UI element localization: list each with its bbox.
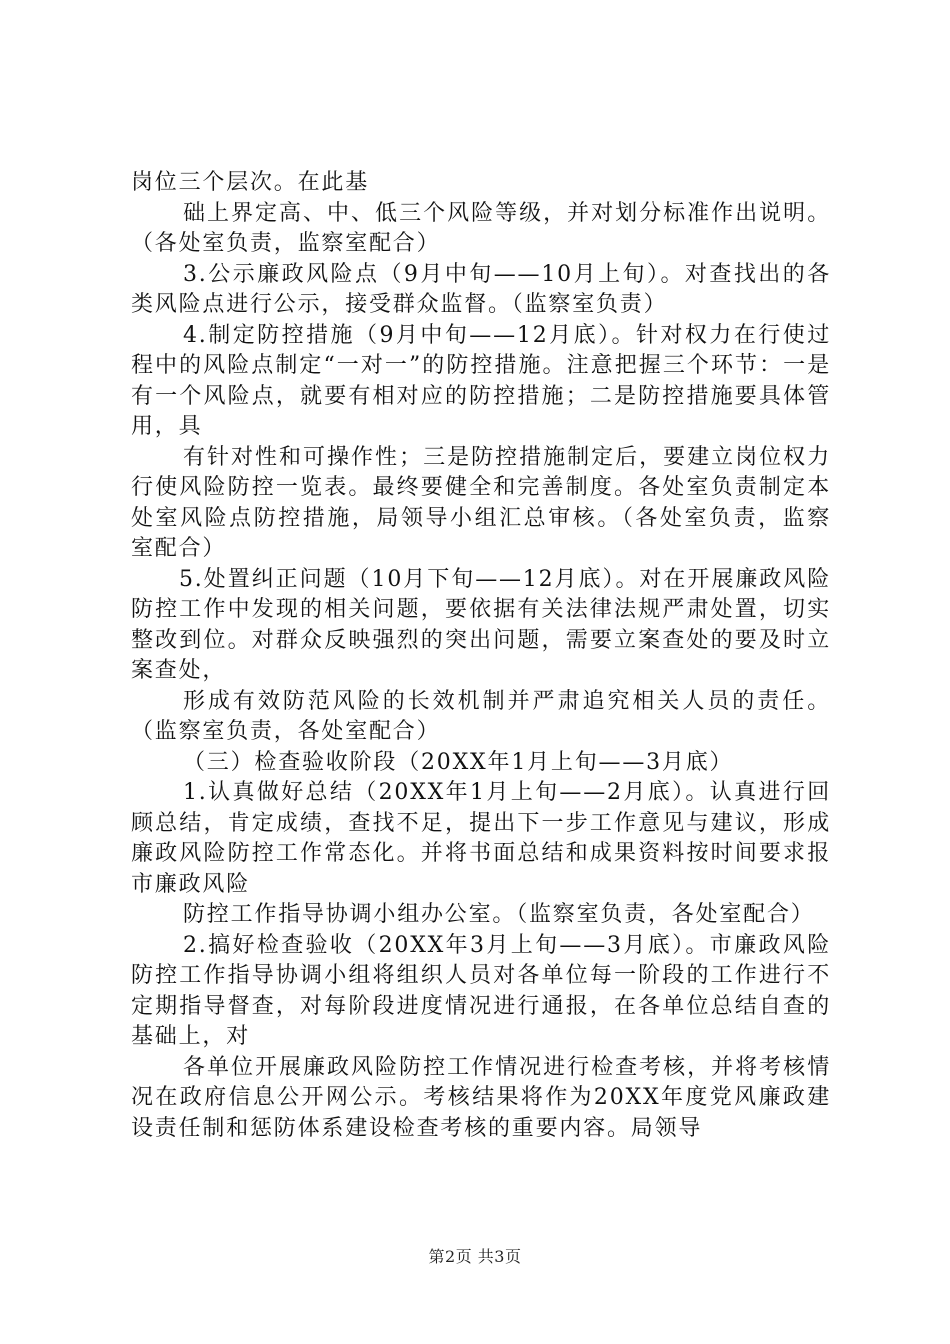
paragraph-6: 5.处置纠正问题（10月下旬——12月底）。对在开展廉政风险防控工作中发现的相关问题，要依据有关法律法规严肃处置，切实整改到位。对群众反映强烈的突出问题，需要立案查处的要及时立案查处， bbox=[131, 566, 831, 683]
paragraph-2: 础上界定高、中、低三个风险等级，并对划分标准作出说明。（各处室负责，监察室配合） bbox=[131, 200, 831, 256]
document-body bbox=[131, 168, 831, 1144]
page-footer: 第2页 共3页 bbox=[428, 1247, 522, 1266]
paragraph-7: 形成有效防范风险的长效机制并严肃追究相关人员的责任。（监察室负责，各处室配合） bbox=[131, 688, 831, 744]
paragraph-9: 防控工作指导协调小组办公室。（监察室负责，各处室配合） bbox=[183, 902, 815, 927]
paragraph-10: 2.搞好检查验收（20XX年3月上旬——3月底）。市廉政风险防控工作指导协调小组将组织人员对各单位每一阶段的工作进行不定期指导督查，对每阶段进度情况进行通报，在各单位总结自查的基础上，对 bbox=[131, 932, 831, 1049]
paragraph-1: 岗位三个层次。在此基 bbox=[131, 170, 370, 195]
paragraph-4: 4.制定防控措施（9月中旬——12月底）。针对权力在行使过程中的风险点制定“一对一”的防控措施。注意把握三个环节：一是有一个风险点，就要有相对应的防控措施；二是防控措施要具体管用，具 bbox=[131, 322, 831, 439]
paragraph-3: 3.公示廉政风险点（9月中旬——10月上旬）。对查找出的各类风险点进行公示，接受群众监督。（监察室负责） bbox=[131, 261, 831, 317]
paragraph-11: 各单位开展廉政风险防控工作情况进行检查考核，并将考核情况在政府信息公开网公示。考核结果将作为20XX年度党风廉政建设责任制和惩防体系建设检查考核的重要内容。局领导 bbox=[131, 1054, 831, 1141]
section-heading-3: （三）检查验收阶段（20XX年1月上旬——3月底） bbox=[183, 749, 734, 775]
paragraph-5: 有针对性和可操作性；三是防控措施制定后，要建立岗位权力行使风险防控一览表。最终要健全和完善制度。各处室负责制定本处室风险点防控措施，局领导小组汇总审核。（各处室负责，监察室配合） bbox=[131, 444, 831, 561]
paragraph-8: 1.认真做好总结（20XX年1月上旬——2月底）。认真进行回顾总结，肯定成绩，查找不足，提出下一步工作意见与建议，形成廉政风险防控工作常态化。并将书面总结和成果资料按时间要求报市廉政风险 bbox=[131, 780, 831, 897]
